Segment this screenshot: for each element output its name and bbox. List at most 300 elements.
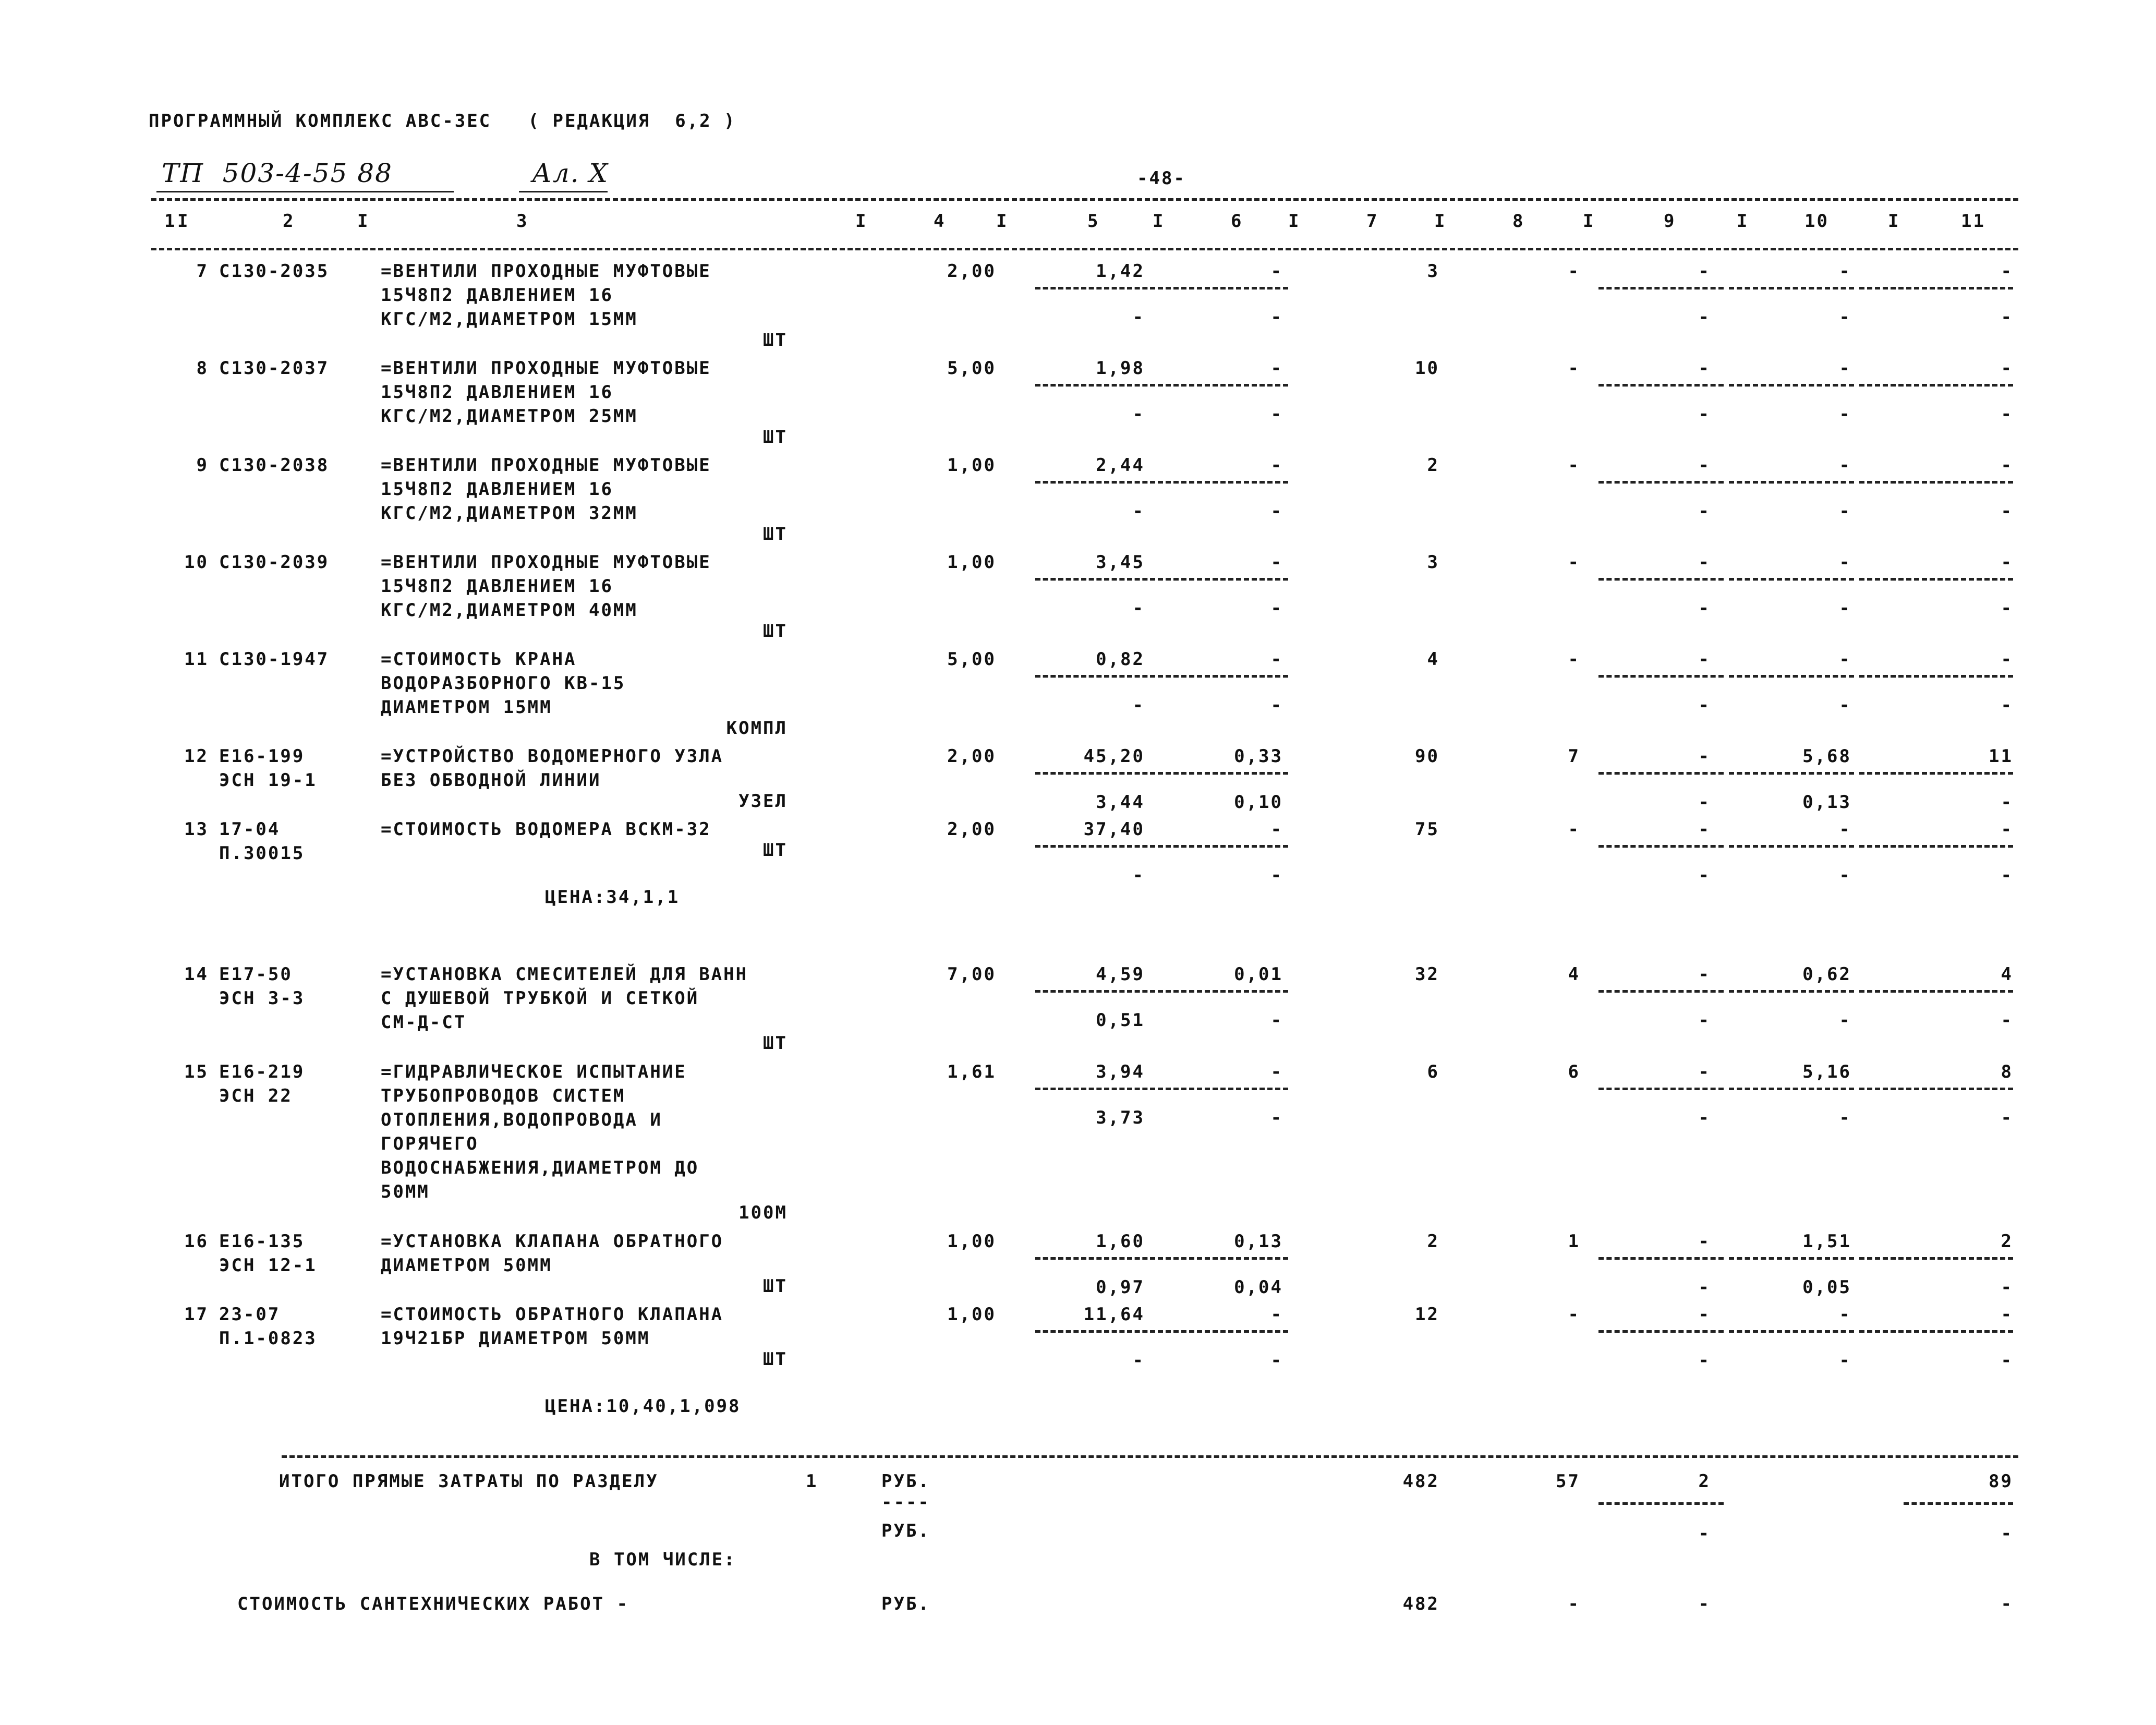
item-col8: - — [1568, 261, 1580, 282]
item-col10-wages: 0,05 — [1802, 1277, 1851, 1298]
item-col5-total: 3,94 — [1096, 1061, 1145, 1082]
cell-divider-rule — [1035, 384, 1155, 387]
item-col8: - — [1568, 649, 1580, 670]
item-col11-wages: - — [2001, 1107, 2013, 1128]
column-separator: I — [1888, 211, 1900, 232]
item-unit: ШТ — [763, 1033, 788, 1054]
total-col7: 482 — [1402, 1471, 1439, 1492]
column-header-5: 5 — [1087, 211, 1100, 232]
item-number: 12 — [184, 746, 209, 767]
item-col11-wages: - — [2001, 598, 2013, 619]
item-col9-wages: - — [1698, 695, 1711, 716]
cell-divider-rule — [1035, 675, 1155, 678]
item-col10: - — [1839, 455, 1851, 476]
cell-divider-rule — [1158, 990, 1288, 993]
item-col9: - — [1698, 964, 1711, 985]
item-col6-total: - — [1270, 649, 1283, 670]
item-col10: - — [1839, 261, 1851, 282]
program-line: ПРОГРАММНЫЙ КОМПЛЕКС АВС-ЗЕС ( РЕДАКЦИЯ 6,2 ) — [149, 111, 736, 131]
item-code: С130-1947 — [219, 649, 330, 670]
cell-divider-rule — [1729, 1330, 1854, 1333]
item-col9-wages: - — [1698, 307, 1711, 328]
item-col6-total: - — [1270, 819, 1283, 840]
column-header-10: 10 — [1804, 211, 1829, 232]
item-col9: - — [1698, 1304, 1711, 1325]
item-code: С130-2037 — [219, 358, 330, 379]
sanitary-col7: 482 — [1402, 1594, 1439, 1614]
page-number: -48- — [1137, 168, 1186, 189]
cell-divider-rule — [1729, 1088, 1854, 1090]
album-underline — [519, 191, 608, 192]
item-description: 15Ч8П2 ДАВЛЕНИЕМ 16 — [381, 285, 613, 306]
item-description: ВОДОРАЗБОРНОГО КВ-15 — [381, 673, 626, 694]
total-section-number: 1 — [806, 1471, 818, 1492]
column-header-8: 8 — [1512, 211, 1525, 232]
item-description: =ВЕНТИЛИ ПРОХОДНЫЕ МУФТОВЫЕ — [381, 455, 711, 476]
item-col11: - — [2001, 358, 2013, 379]
item-col6-total: - — [1270, 455, 1283, 476]
item-col6-wages: - — [1270, 307, 1283, 328]
item-description: =СТОИМОСТЬ ОБРАТНОГО КЛАПАНА — [381, 1304, 724, 1325]
item-col10-wages: - — [1839, 695, 1851, 716]
item-col5-wages: 3,44 — [1096, 792, 1145, 813]
item-col10-wages: - — [1839, 865, 1851, 886]
item-col9: - — [1698, 455, 1711, 476]
item-col10-wages: - — [1839, 1010, 1851, 1031]
cell-divider-rule — [1859, 990, 2013, 993]
cell-divider-rule — [1158, 1257, 1288, 1260]
item-description: ОТОПЛЕНИЯ,ВОДОПРОВОДА И — [381, 1109, 662, 1130]
item-description: СМ-Д-СТ — [381, 1012, 467, 1033]
item-code: 23-07 — [219, 1304, 281, 1325]
cell-divider-rule — [1598, 772, 1724, 775]
item-col8: 4 — [1568, 964, 1580, 985]
item-col10-wages: - — [1839, 404, 1851, 425]
item-description: ДИАМЕТРОМ 50ММ — [381, 1255, 552, 1276]
item-col9-wages: - — [1698, 1350, 1711, 1371]
item-col5-total: 11,64 — [1083, 1304, 1145, 1325]
cell-divider-rule — [1859, 1330, 2013, 1333]
item-description: =УСТАНОВКА СМЕСИТЕЛЕЙ ДЛЯ ВАНН — [381, 964, 748, 985]
cell-divider-rule — [1035, 1257, 1155, 1260]
item-quantity: 2,00 — [947, 819, 996, 840]
item-col8: - — [1568, 1304, 1580, 1325]
item-col6-total: - — [1270, 1061, 1283, 1082]
item-col7: 2 — [1427, 455, 1439, 476]
column-separator: I — [1434, 211, 1447, 232]
item-col7: 3 — [1427, 261, 1439, 282]
item-col9: - — [1698, 746, 1711, 767]
column-header-1: 1 — [164, 211, 177, 232]
item-description: ДИАМЕТРОМ 15ММ — [381, 697, 552, 718]
cell-divider-rule — [1859, 675, 2013, 678]
item-col11-wages: - — [2001, 404, 2013, 425]
item-col9-wages: - — [1698, 1010, 1711, 1031]
total-col9-wages: - — [1698, 1523, 1711, 1544]
total-col11: 89 — [1989, 1471, 2013, 1492]
item-description: ВОДОСНАБЖЕНИЯ,ДИАМЕТРОМ ДО — [381, 1157, 699, 1178]
item-col10: 5,16 — [1802, 1061, 1851, 1082]
item-unit: ШТ — [763, 840, 788, 861]
item-col10: - — [1839, 819, 1851, 840]
item-col5-total: 45,20 — [1083, 746, 1145, 767]
cell-divider-rule — [1035, 772, 1155, 775]
item-col6-total: 0,01 — [1234, 964, 1283, 985]
item-col6-wages: 0,04 — [1234, 1277, 1283, 1298]
item-col7: 3 — [1427, 552, 1439, 573]
item-col11: - — [2001, 261, 2013, 282]
cell-divider-rule — [1729, 481, 1854, 484]
including-label: В ТОМ ЧИСЛЕ: — [589, 1549, 736, 1570]
cell-divider-rule — [1729, 1257, 1854, 1260]
item-col9-wages: - — [1698, 501, 1711, 522]
item-col11-wages: - — [2001, 1010, 2013, 1031]
item-col9: - — [1698, 1061, 1711, 1082]
item-description: 15Ч8П2 ДАВЛЕНИЕМ 16 — [381, 479, 613, 500]
item-col9: - — [1698, 358, 1711, 379]
cell-divider-rule — [1859, 384, 2013, 387]
item-col8: - — [1568, 819, 1580, 840]
item-col10-wages: - — [1839, 598, 1851, 619]
column-separator: I — [177, 211, 190, 232]
item-quantity: 1,00 — [947, 1304, 996, 1325]
cell-divider-rule — [1729, 772, 1854, 775]
item-code: ЭСН 19-1 — [219, 770, 317, 791]
item-col10: 0,62 — [1802, 964, 1851, 985]
item-unit: ШТ — [763, 524, 788, 545]
item-unit: ШТ — [763, 1349, 788, 1370]
item-col9: - — [1698, 649, 1711, 670]
item-unit: ШТ — [763, 621, 788, 642]
column-separator: I — [855, 211, 868, 232]
item-col10: 1,51 — [1802, 1231, 1851, 1252]
item-unit: 100М — [738, 1202, 788, 1223]
item-unit: КОМПЛ — [726, 718, 788, 739]
item-code: Е16-135 — [219, 1231, 305, 1252]
item-col11-wages: - — [2001, 307, 2013, 328]
item-col6-total: 0,13 — [1234, 1231, 1283, 1252]
column-separator: I — [1583, 211, 1595, 232]
item-col9: - — [1698, 819, 1711, 840]
item-col6-wages: - — [1270, 598, 1283, 619]
item-description: =ВЕНТИЛИ ПРОХОДНЫЕ МУФТОВЫЕ — [381, 552, 711, 573]
cell-divider-rule — [1158, 845, 1288, 848]
column-header-7: 7 — [1366, 211, 1379, 232]
total-col11-wages: - — [2001, 1523, 2013, 1544]
cell-divider-rule — [1598, 675, 1724, 678]
item-col9-wages: - — [1698, 404, 1711, 425]
cell-divider-rule — [1598, 578, 1724, 581]
item-quantity: 1,00 — [947, 1231, 996, 1252]
item-number: 13 — [184, 819, 209, 840]
total-currency-dash: ---- — [881, 1492, 930, 1513]
total-currency: РУБ. — [881, 1471, 930, 1492]
item-quantity: 1,61 — [947, 1061, 996, 1082]
item-number: 8 — [196, 358, 209, 379]
cell-divider-rule — [1859, 481, 2013, 484]
item-col11: 8 — [2001, 1061, 2013, 1082]
item-quantity: 1,00 — [947, 455, 996, 476]
item-description: КГС/М2,ДИАМЕТРОМ 40ММ — [381, 600, 638, 621]
cell-divider-rule — [1598, 384, 1724, 387]
item-col8: - — [1568, 358, 1580, 379]
item-col6-wages: 0,10 — [1234, 792, 1283, 813]
item-col7: 90 — [1415, 746, 1439, 767]
item-col5-total: 1,60 — [1096, 1231, 1145, 1252]
item-price-note: ЦЕНА:10,40,1,098 — [545, 1396, 741, 1417]
cell-divider-rule — [1158, 481, 1288, 484]
item-description: 19Ч21БР ДИАМЕТРОМ 50ММ — [381, 1328, 650, 1349]
item-col7: 75 — [1415, 819, 1439, 840]
item-col10-wages: 0,13 — [1802, 792, 1851, 813]
item-description: 50ММ — [381, 1181, 430, 1202]
total-divider-rule — [1598, 1502, 1724, 1505]
item-col11: - — [2001, 455, 2013, 476]
doc-code: ТП 503-4-55 88 — [162, 158, 393, 188]
item-col8: 1 — [1568, 1231, 1580, 1252]
item-col9: - — [1698, 1231, 1711, 1252]
item-col5-total: 0,82 — [1096, 649, 1145, 670]
item-description: =ГИДРАВЛИЧЕСКОЕ ИСПЫТАНИЕ — [381, 1061, 687, 1082]
cell-divider-rule — [1158, 1088, 1288, 1090]
item-description: =ВЕНТИЛИ ПРОХОДНЫЕ МУФТОВЫЕ — [381, 358, 711, 379]
item-description: КГС/М2,ДИАМЕТРОМ 32ММ — [381, 503, 638, 524]
item-code: Е16-199 — [219, 746, 305, 767]
item-col5-wages: 0,51 — [1096, 1010, 1145, 1031]
item-quantity: 5,00 — [947, 649, 996, 670]
item-col8: - — [1568, 552, 1580, 573]
item-col5-wages: - — [1132, 404, 1145, 425]
item-col9-wages: - — [1698, 1107, 1711, 1128]
item-col5-wages: - — [1132, 695, 1145, 716]
item-col7: 2 — [1427, 1231, 1439, 1252]
cell-divider-rule — [1158, 1330, 1288, 1333]
column-header-4: 4 — [934, 211, 946, 232]
total-currency-2: РУБ. — [881, 1521, 930, 1541]
item-col6-total: - — [1270, 1304, 1283, 1325]
cell-divider-rule — [1598, 1330, 1724, 1333]
item-description: =УСТАНОВКА КЛАПАНА ОБРАТНОГО — [381, 1231, 724, 1252]
item-code: С130-2035 — [219, 261, 330, 282]
column-header-6: 6 — [1231, 211, 1243, 232]
item-col6-wages: - — [1270, 695, 1283, 716]
item-description: =СТОИМОСТЬ ВОДОМЕРА ВСКМ-32 — [381, 819, 711, 840]
column-separator: I — [996, 211, 1009, 232]
item-col11: - — [2001, 649, 2013, 670]
total-divider-rule — [1904, 1502, 2013, 1505]
item-col9-wages: - — [1698, 598, 1711, 619]
item-unit: ШТ — [763, 427, 788, 448]
item-col7: 6 — [1427, 1061, 1439, 1082]
item-col5-total: 3,45 — [1096, 552, 1145, 573]
item-col11: 11 — [1989, 746, 2013, 767]
item-number: 16 — [184, 1231, 209, 1252]
item-description: БЕЗ ОБВОДНОЙ ЛИНИИ — [381, 770, 601, 791]
item-col9-wages: - — [1698, 1277, 1711, 1298]
column-separator: I — [1288, 211, 1301, 232]
cell-divider-rule — [1035, 578, 1155, 581]
item-col5-total: 1,42 — [1096, 261, 1145, 282]
item-col6-wages: - — [1270, 501, 1283, 522]
item-description: =СТОИМОСТЬ КРАНА — [381, 649, 577, 670]
item-number: 9 — [196, 455, 209, 476]
item-quantity: 5,00 — [947, 358, 996, 379]
item-col11-wages: - — [2001, 1277, 2013, 1298]
item-col11-wages: - — [2001, 792, 2013, 813]
item-number: 7 — [196, 261, 209, 282]
item-code: С130-2039 — [219, 552, 330, 573]
item-col6-wages: - — [1270, 1350, 1283, 1371]
column-header-11: 11 — [1961, 211, 1985, 232]
item-col11: 4 — [2001, 964, 2013, 985]
cell-divider-rule — [1729, 990, 1854, 993]
cell-divider-rule — [1729, 384, 1854, 387]
item-number: 11 — [184, 649, 209, 670]
cell-divider-rule — [1598, 845, 1724, 848]
item-col10: 5,68 — [1802, 746, 1851, 767]
item-col11-wages: - — [2001, 501, 2013, 522]
cell-divider-rule — [1158, 384, 1288, 387]
item-col5-total: 2,44 — [1096, 455, 1145, 476]
item-col11: - — [2001, 552, 2013, 573]
item-col6-total: - — [1270, 261, 1283, 282]
cell-divider-rule — [1729, 675, 1854, 678]
item-col10-wages: - — [1839, 307, 1851, 328]
item-code: П.1-0823 — [219, 1328, 317, 1349]
column-separator: I — [1737, 211, 1749, 232]
item-unit: ШТ — [763, 330, 788, 351]
cell-divider-rule — [1859, 845, 2013, 848]
item-number: 14 — [184, 964, 209, 985]
item-col11-wages: - — [2001, 1350, 2013, 1371]
item-description: 15Ч8П2 ДАВЛЕНИЕМ 16 — [381, 576, 613, 597]
cell-divider-rule — [1035, 1330, 1155, 1333]
cell-divider-rule — [1598, 287, 1724, 289]
item-col6-wages: - — [1270, 865, 1283, 886]
cell-divider-rule — [1158, 675, 1288, 678]
item-col11-wages: - — [2001, 865, 2013, 886]
item-number: 17 — [184, 1304, 209, 1325]
item-col5-total: 1,98 — [1096, 358, 1145, 379]
cell-divider-rule — [1729, 287, 1854, 289]
cell-divider-rule — [1729, 845, 1854, 848]
item-col5-total: 4,59 — [1096, 964, 1145, 985]
item-col7: 4 — [1427, 649, 1439, 670]
item-quantity: 1,00 — [947, 552, 996, 573]
album-label: Ал. X — [532, 158, 609, 188]
column-header-2: 2 — [283, 211, 295, 232]
item-code: П.30015 — [219, 843, 305, 864]
item-col11-wages: - — [2001, 695, 2013, 716]
item-col8: 6 — [1568, 1061, 1580, 1082]
item-code: Е17-50 — [219, 964, 293, 985]
item-col6-total: - — [1270, 358, 1283, 379]
item-col5-wages: - — [1132, 307, 1145, 328]
item-col10: - — [1839, 1304, 1851, 1325]
header-top-rule — [151, 198, 2018, 201]
cell-divider-rule — [1598, 1257, 1724, 1260]
item-col5-wages: - — [1132, 865, 1145, 886]
cell-divider-rule — [1035, 287, 1155, 289]
column-separator: I — [1153, 211, 1165, 232]
sanitary-col11: - — [2001, 1594, 2013, 1614]
summary-top-rule — [282, 1455, 2018, 1458]
item-col6-total: 0,33 — [1234, 746, 1283, 767]
cell-divider-rule — [1729, 578, 1854, 581]
item-col9: - — [1698, 261, 1711, 282]
item-col6-wages: - — [1270, 1107, 1283, 1128]
item-unit: УЗЕЛ — [738, 791, 788, 812]
item-col5-wages: - — [1132, 598, 1145, 619]
cell-divider-rule — [1158, 772, 1288, 775]
item-code: 17-04 — [219, 819, 281, 840]
sanitary-currency: РУБ. — [881, 1594, 930, 1614]
item-description: КГС/М2,ДИАМЕТРОМ 15ММ — [381, 309, 638, 330]
item-col11: 2 — [2001, 1231, 2013, 1252]
item-col5-total: 37,40 — [1083, 819, 1145, 840]
item-col6-wages: - — [1270, 404, 1283, 425]
sanitary-col9: - — [1698, 1594, 1711, 1614]
item-description: =УСТРОЙСТВО ВОДОМЕРНОГО УЗЛА — [381, 746, 724, 767]
cell-divider-rule — [1859, 287, 2013, 289]
item-col7: 32 — [1415, 964, 1439, 985]
item-col6-wages: - — [1270, 1010, 1283, 1031]
item-col10: - — [1839, 649, 1851, 670]
item-col11: - — [2001, 819, 2013, 840]
item-col10-wages: - — [1839, 1350, 1851, 1371]
cell-divider-rule — [1035, 1088, 1155, 1090]
item-quantity: 2,00 — [947, 746, 996, 767]
total-col9: 2 — [1698, 1471, 1711, 1492]
item-code: ЭСН 12-1 — [219, 1255, 317, 1276]
column-separator: I — [357, 211, 370, 232]
column-header-9: 9 — [1664, 211, 1676, 232]
item-col5-wages: 3,73 — [1096, 1107, 1145, 1128]
cell-divider-rule — [1859, 772, 2013, 775]
item-col6-total: - — [1270, 552, 1283, 573]
cell-divider-rule — [1859, 578, 2013, 581]
sanitary-label: СТОИМОСТЬ САНТЕХНИЧЕСКИХ РАБОТ - — [237, 1594, 629, 1614]
cell-divider-rule — [1598, 1088, 1724, 1090]
cell-divider-rule — [1035, 990, 1155, 993]
item-col7: 12 — [1415, 1304, 1439, 1325]
item-quantity: 2,00 — [947, 261, 996, 282]
item-col5-wages: - — [1132, 501, 1145, 522]
cell-divider-rule — [1035, 481, 1155, 484]
column-header-3: 3 — [516, 211, 529, 232]
item-col9: - — [1698, 552, 1711, 573]
cell-divider-rule — [1598, 481, 1724, 484]
header-bottom-rule — [151, 248, 2018, 250]
doc-code-underline — [156, 191, 454, 192]
item-price-note: ЦЕНА:34,1,1 — [545, 887, 680, 908]
item-number: 10 — [184, 552, 209, 573]
cell-divider-rule — [1158, 578, 1288, 581]
item-col11: - — [2001, 1304, 2013, 1325]
item-col10-wages: - — [1839, 1107, 1851, 1128]
item-description: КГС/М2,ДИАМЕТРОМ 25ММ — [381, 406, 638, 427]
cell-divider-rule — [1598, 990, 1724, 993]
total-label: ИТОГО ПРЯМЫЕ ЗАТРАТЫ ПО РАЗДЕЛУ — [279, 1471, 659, 1492]
item-col10: - — [1839, 358, 1851, 379]
total-col8: 57 — [1556, 1471, 1580, 1492]
cell-divider-rule — [1859, 1088, 2013, 1090]
item-col5-wages: 0,97 — [1096, 1277, 1145, 1298]
item-col10: - — [1839, 552, 1851, 573]
item-col7: 10 — [1415, 358, 1439, 379]
item-col8: 7 — [1568, 746, 1580, 767]
cell-divider-rule — [1035, 845, 1155, 848]
